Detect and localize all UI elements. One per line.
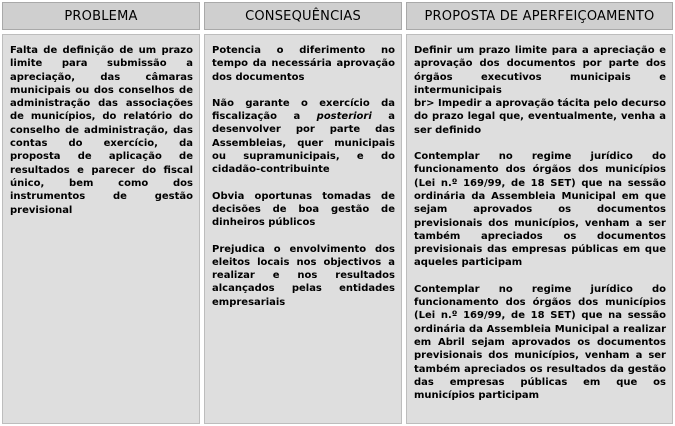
- consequencia-3: Obvia oportunas tomadas de decisões de boa gestão de dinheiros públicos: [212, 190, 395, 229]
- consequencia-2-b: a desenvolver por parte das Assembleias, quer municipais ou supramunicipais, e do cidadão-contribuinte: [212, 111, 395, 176]
- proposta-2: Contemplar no regime jurídico do funcionamento dos órgãos dos municípios (Lei n.º 169/99, de 18 SET) que na sessão ordinária da Assembleia Municipal em que sejam aprovados os documentos previsionais dos municípios, venham a ser também apreciados os documentos previsionais das empresas públicas em que aqueles participam: [414, 151, 666, 269]
- consequencia-2-italic: posteriori: [316, 111, 372, 123]
- proposta-1b: br> Impedir a aprovação tácita pelo decurso do prazo legal que, eventualmente, venha a ser definido: [414, 98, 666, 136]
- consequencia-2-a: Não garante o exercício da fiscalização a: [212, 97, 395, 123]
- consequencia-4: Prejudica o envolvimento dos eleitos locais nos objectivos a realizar e nos resultados alcançados pelas entidades empresariais: [212, 243, 395, 308]
- consequencias-column: [204, 34, 402, 424]
- proposta-3: Contemplar no regime jurídico do funcionamento dos órgãos dos municípios (Lei n.º 169/99, de 18 SET) que na sessão ordinária da Assembleia Municipal a realizar em Abril sejam aprovados os documentos previsionais dos municípios, venham a ser também apreciados os resultados da gestão das empresas públicas em que os municípios participam: [414, 283, 666, 402]
- consequencia-1: Potencia o diferimento no tempo da necessária aprovação dos documentos: [212, 45, 395, 83]
- proposta-column: [406, 34, 673, 424]
- header-problema: PROBLEMA: [2, 2, 200, 30]
- header-proposta: PROPOSTA DE APERFEIÇOAMENTO: [406, 2, 673, 30]
- proposta-1: Definir um prazo limite para a apreciação e aprovação dos documentos por parte dos órgãos executivos municipais e intermunicipais: [414, 45, 666, 96]
- header-consequencias: CONSEQUÊNCIAS: [204, 2, 402, 30]
- problema-column: [2, 34, 200, 424]
- problema-text: Falta de definição de um prazo limite para submissão a apreciação, das câmaras municipais ou dos conselhos de administração das associações de municípios, do relatório do conselho de administração, das contas do exercício, da proposta de aplicação de resultados e parecer do fiscal único, bem como dos instrumentos de gestão previsional: [10, 45, 193, 216]
- consequencia-2: [212, 97, 395, 177]
